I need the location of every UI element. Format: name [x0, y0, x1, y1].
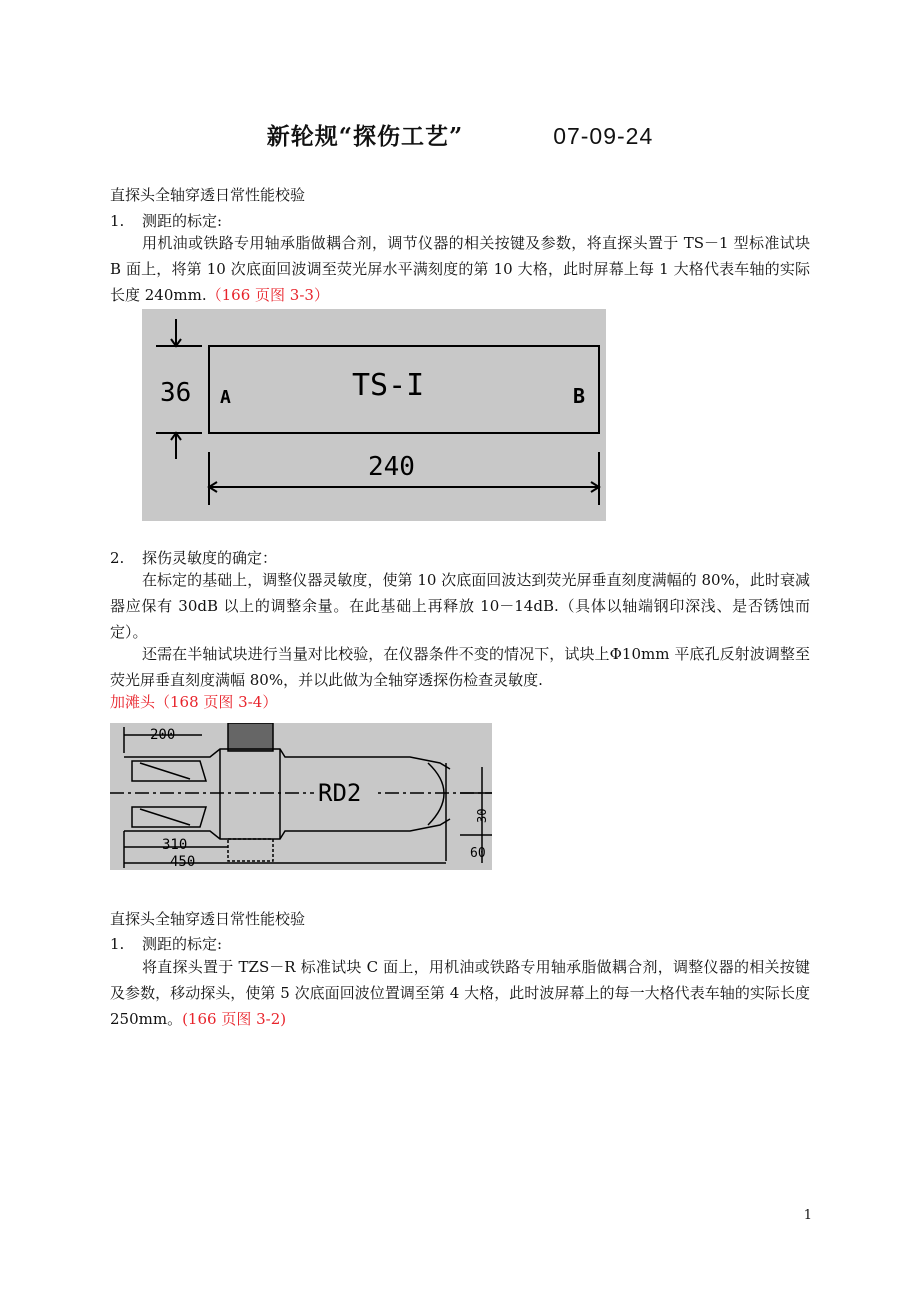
label-face-b: B: [573, 384, 586, 408]
figure2-caption: 加滩头（168 页图 3-4）: [110, 693, 278, 711]
item-number: 2.: [110, 549, 125, 567]
item-title: 测距的标定:: [142, 212, 223, 230]
label-310: 310: [162, 837, 188, 853]
item-number: 1.: [110, 212, 125, 230]
section1-item2-body1: 在标定的基础上，调整仪器灵敏度，使第 10 次底面回波达到荧光屏垂直刻度满幅的 80%，此时衰减器应保有 30dB 以上的调整余量。在此基础上再释放 10－14dB.（具体以轴端钢印深浅、是否锈蚀而定）。: [110, 571, 810, 641]
label-30: 30: [475, 808, 489, 823]
section1-item2-body2: 还需在半轴试块进行当量对比校验，在仪器条件不变的情况下，试块上Φ10mm 平底孔反射波调整至荧光屏垂直刻度满幅 80%，并以此做为全轴穿透探伤检查灵敏度.: [110, 645, 810, 689]
label-length: 240: [368, 452, 415, 482]
item-title: 测距的标定:: [142, 935, 223, 953]
item-number: 1.: [110, 935, 125, 953]
figure-axle-drawing: [110, 723, 492, 870]
figure-reference: （166 页图 3-3）: [206, 286, 329, 304]
ts1-block-drawing: [142, 309, 606, 521]
label-450: 450: [170, 854, 196, 870]
item-title: 探伤灵敏度的确定：: [142, 549, 278, 567]
figure-ts1-block: [142, 309, 606, 521]
paragraph-text: 用机油或铁路专用轴承脂做耦合剂，调节仪器的相关按键及参数，将直探头置于 TS－1 型标准试块 B 面上，将第 10 次底面回波调至荧光屏水平满刻度的第 10 大格，此时屏幕上每 1 大格代表车轴的实际长度 240mm.: [110, 234, 810, 304]
section2-item1-body: [110, 954, 810, 1032]
label-face-a: A: [220, 387, 231, 408]
label-rd2: RD2: [318, 779, 362, 807]
section1-item1-body: [110, 230, 810, 308]
label-height: 36: [160, 378, 192, 408]
page-title: [0, 118, 920, 151]
title-text: 新轮规“探伤工艺”: [266, 123, 464, 150]
paragraph-text: 将直探头置于 TZS－R 标准试块 C 面上，用机油或铁路专用轴承脂做耦合剂，调整仪器的相关按键及参数，移动探头，使第 5 次底面回波位置调至第 4 大格，此时波屏幕上的每一大格代表车轴的实际长度 250mm。: [110, 958, 810, 1028]
figure-reference: (166 页图 3-2): [182, 1010, 287, 1028]
section2-heading: 直探头全轴穿透日常性能校验: [110, 910, 306, 928]
label-200: 200: [150, 727, 176, 743]
title-date: 07-09-24: [553, 123, 654, 149]
page-number: 1: [803, 1208, 812, 1223]
label-block-name: TS-I: [352, 368, 425, 403]
section1-heading: 直探头全轴穿透日常性能校验: [110, 186, 306, 204]
axle-drawing: [110, 723, 492, 870]
label-60: 60: [470, 846, 486, 861]
